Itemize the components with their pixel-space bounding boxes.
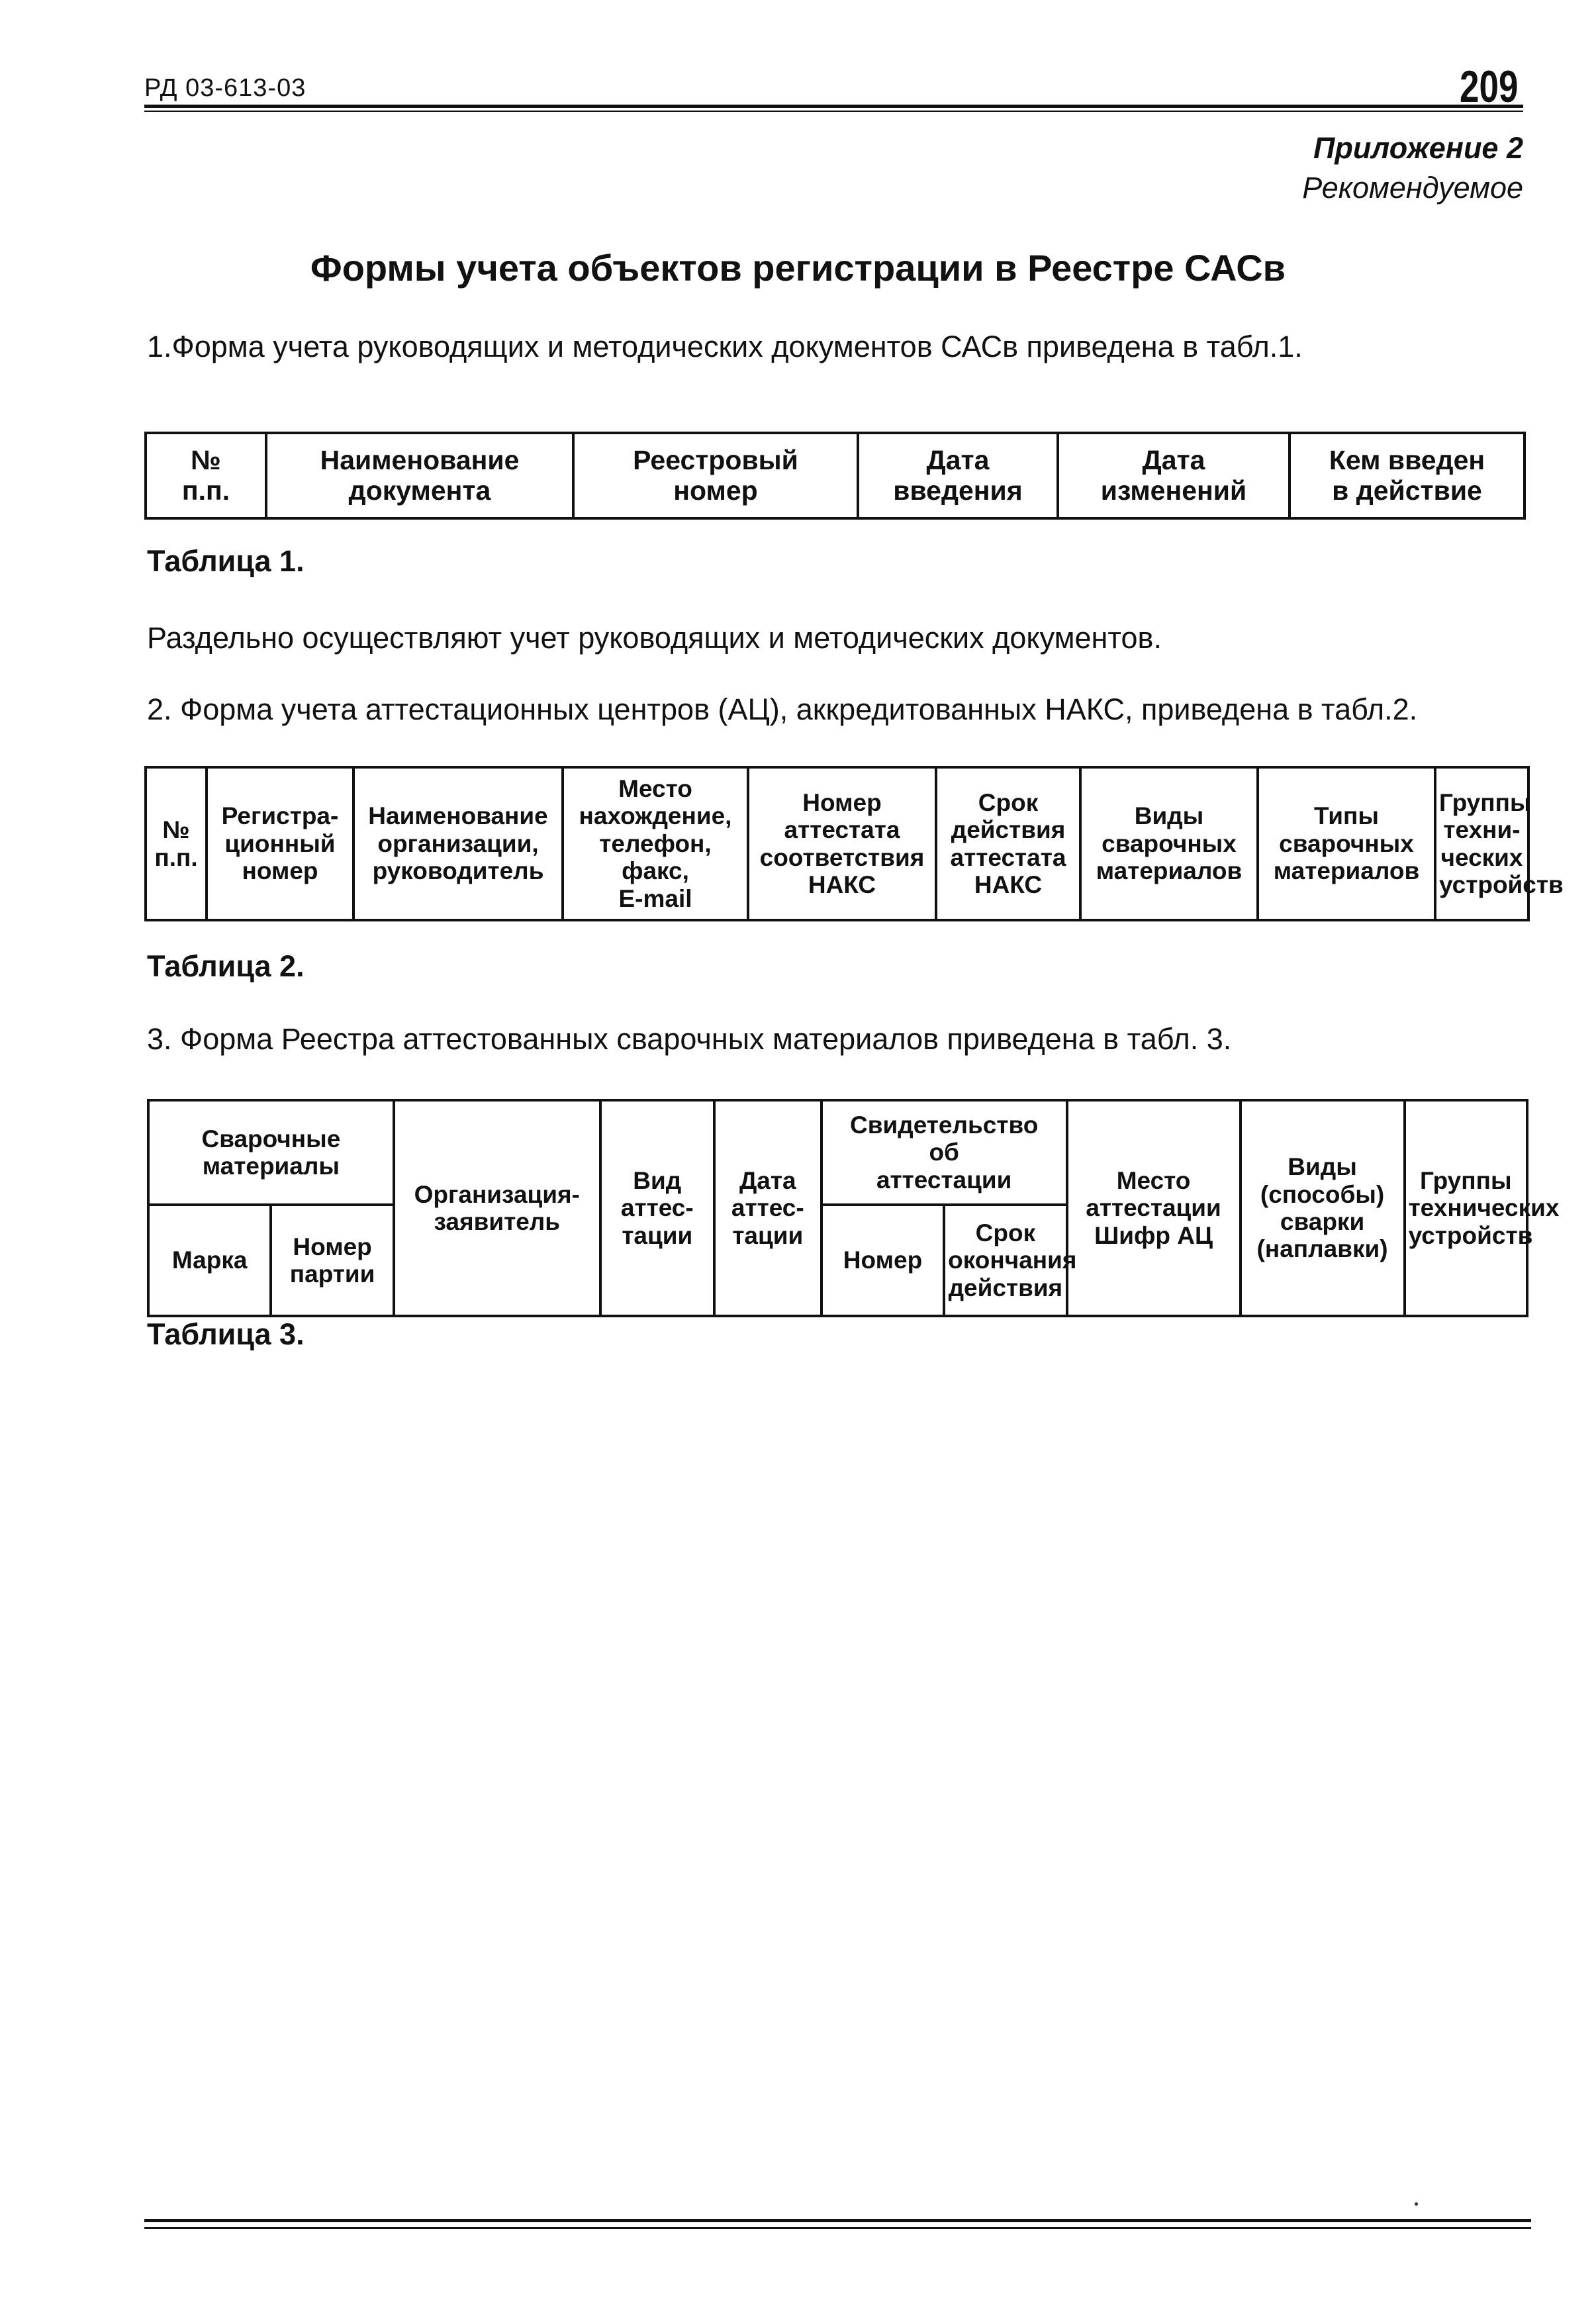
header-divider [144,105,1523,112]
table-1 [144,432,1526,520]
t2-col-location: Место нахождение, телефон, факс, E-mail [563,767,748,920]
t1-col-intro-date: Дата введения [858,433,1058,518]
t2-col-reg-number: Регистра- ционный номер [207,767,353,920]
t2-col-number: № п.п. [146,767,207,920]
table-2-header-row [146,767,1528,920]
document-code: РД 03-613-03 [144,74,306,102]
t3-col-attestation-date: Дата аттес- тации [714,1100,821,1316]
t1-col-registry-number: Реестровый номер [573,433,858,518]
t3-col-welding-materials: Сварочные материалы [148,1100,394,1205]
t1-col-doc-name: Наименование документа [266,433,573,518]
t1-col-number: № п.п. [146,433,266,518]
footer-divider [144,2219,1531,2222]
table-1-header-row [146,433,1525,518]
appendix-label: Приложение 2 [1313,131,1523,165]
page-number: 209 [1459,62,1518,112]
t1-col-change-date: Дата изменений [1058,433,1290,518]
footer-divider-secondary [144,2227,1531,2229]
t3-col-certificate: Свидетельство об аттестации [821,1100,1067,1205]
table-1-caption: Таблица 1. [147,544,305,578]
t3-col-applicant: Организация- заявитель [394,1100,600,1316]
t3-col-certificate-number: Номер [821,1205,944,1316]
table-2 [144,766,1564,921]
t2-col-validity: Срок действия аттестата НАКС [936,767,1080,920]
section1-intro: 1.Форма учета руководящих и методических документов САСв приведена в табл.1. [147,330,1303,363]
page-title: Формы учета объектов регистрации в Реестре САСв [310,247,1286,289]
table-3 [147,1099,1560,1317]
t3-col-welding-methods: Виды (способы) сварки (наплавки) [1241,1100,1405,1316]
table-3-header-row-1 [148,1100,1527,1205]
t2-col-device-groups: Группы техни- ческих устройств [1435,767,1528,920]
section3-intro: 3. Форма Реестра аттестованных сварочных материалов приведена в табл. 3. [147,1022,1232,1056]
t2-col-material-kinds: Виды сварочных материалов [1080,767,1258,920]
table-3-caption: Таблица 3. [147,1317,305,1351]
t1-col-enacted-by: Кем введен в действие [1290,433,1525,518]
t3-col-batch-number: Номер партии [271,1205,393,1316]
appendix-status: Рекомендуемое [1302,171,1523,205]
t2-col-certificate-number: Номер аттестата соответствия НАКС [748,767,936,920]
t2-col-material-types: Типы сварочных материалов [1258,767,1435,920]
table-2-caption: Таблица 2. [147,949,305,983]
t3-col-attestation-type: Вид аттес- тации [600,1100,714,1316]
t3-col-place: Место аттестации Шифр АЦ [1067,1100,1241,1316]
section1-note: Раздельно осуществляют учет руководящих и методических документов. [147,621,1162,655]
t3-col-device-groups: Группы технических устройств [1405,1100,1527,1316]
t2-col-org-name: Наименование организации, руководитель [353,767,563,920]
t3-col-expiry: Срок окончания действия [944,1205,1066,1316]
t3-col-brand: Марка [148,1205,271,1316]
section2-intro: 2. Форма учета аттестационных центров (АЦ), аккредитованных НАКС, приведена в табл.2. [147,692,1418,726]
scan-speck [1415,2202,1418,2206]
